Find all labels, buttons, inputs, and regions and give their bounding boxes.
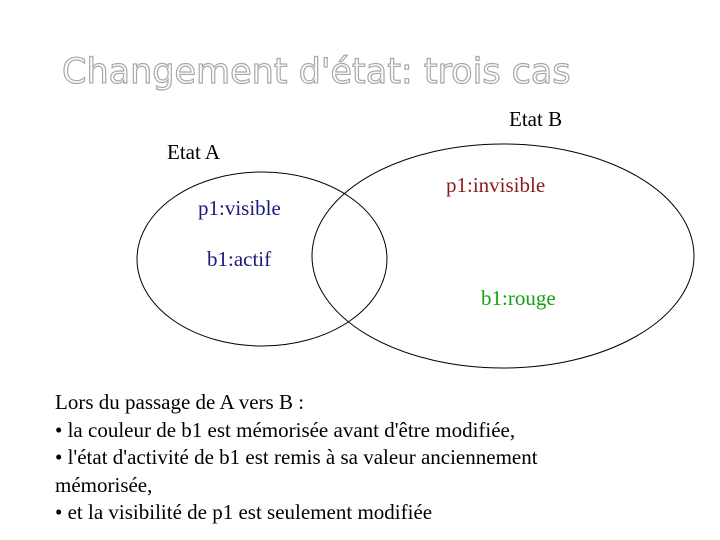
p1-visible-label: p1:visible [198,196,281,220]
explanation-bullet: • la couleur de b1 est mémorisée avant d'être modifiée, [55,417,516,442]
slide-title: Changement d'état: trois cas [62,52,571,92]
b1-rouge-label: b1:rouge [481,286,556,310]
explanation-text [55,389,695,527]
p1-invisible-label: p1:invisible [446,173,546,197]
explanation-bullet: • et la visibilité de p1 est seulement modifiée [55,500,433,524]
state-b-label: Etat B [509,107,563,131]
b1-actif-label: b1:actif [207,247,272,271]
state-a-label: Etat A [167,140,221,164]
explanation-bullet: • l'état d'activité de b1 est remis à sa valeur anciennement [55,445,538,469]
explanation-line: Lors du passage de A vers B : [55,390,305,414]
explanation-line: mémorisée, [55,472,153,497]
